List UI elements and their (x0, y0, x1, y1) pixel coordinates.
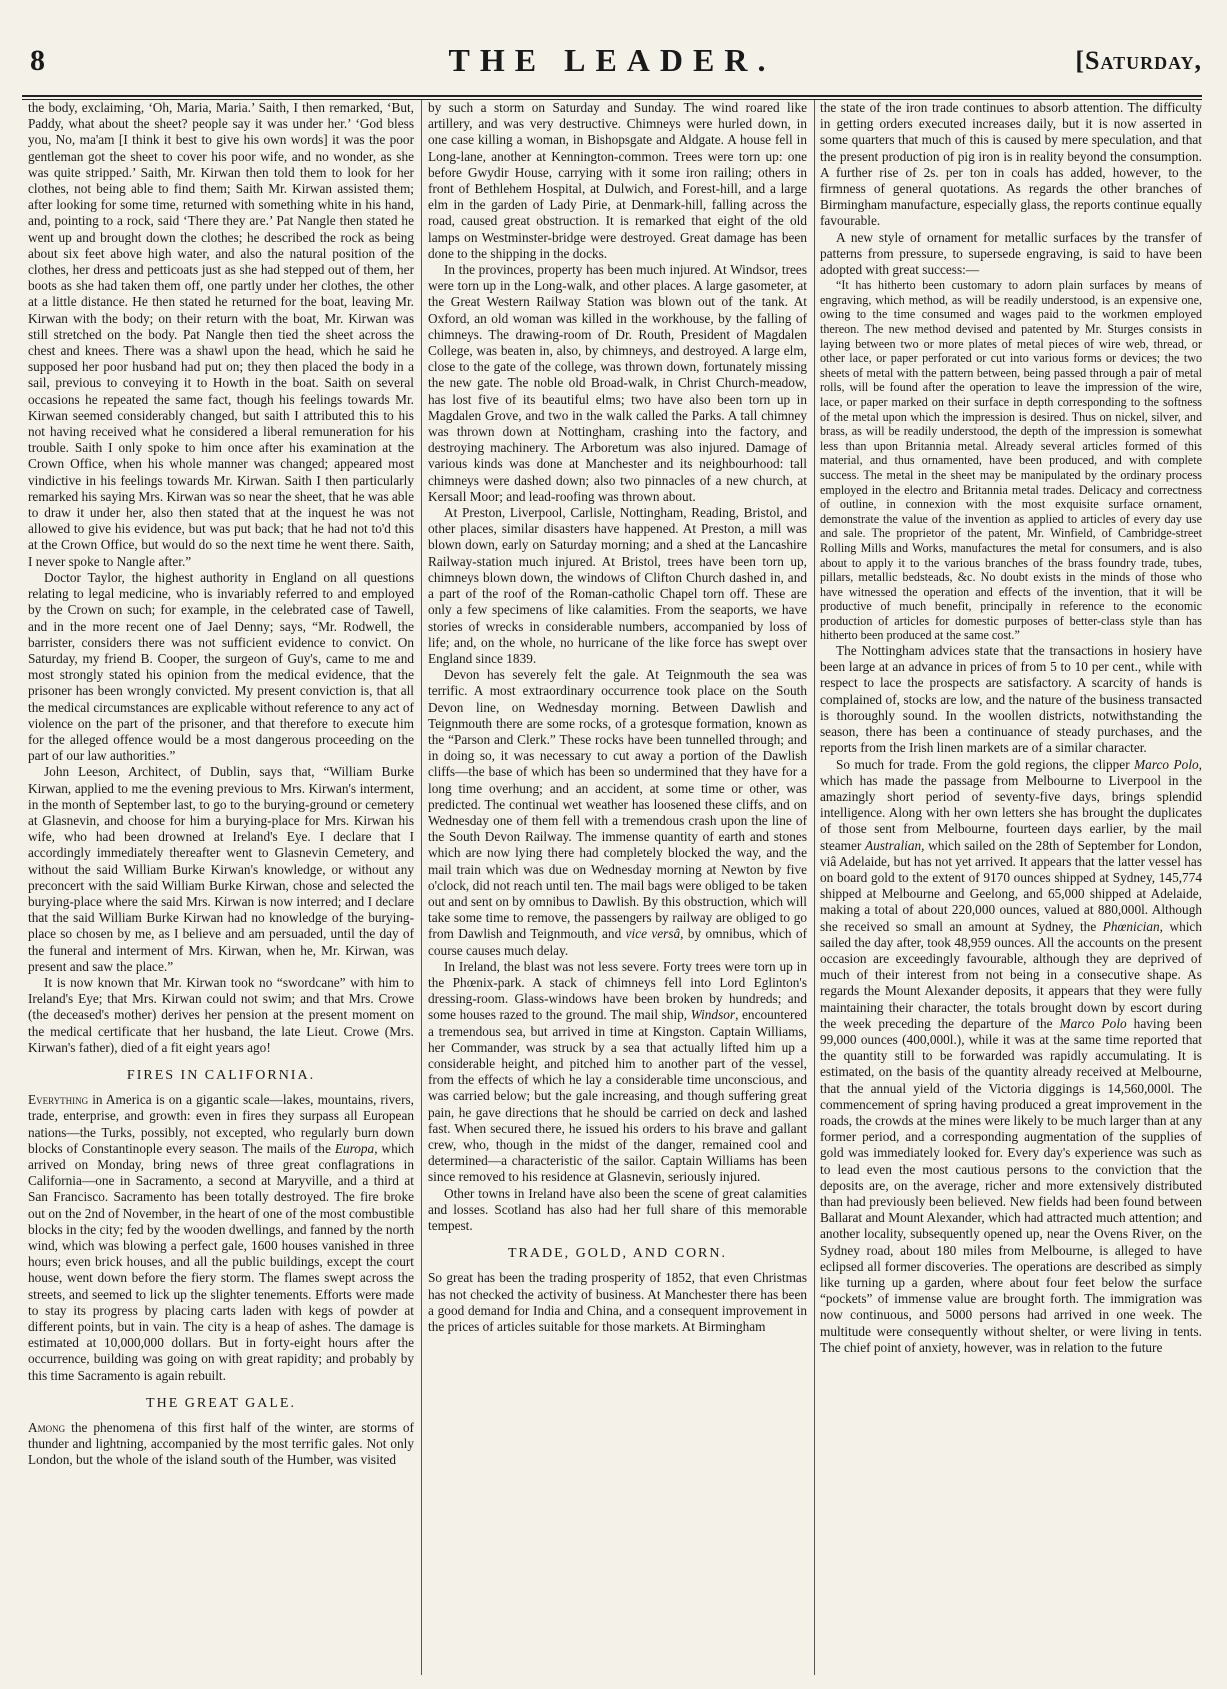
gold-regions-paragraph: So much for trade. From the gold regions, the clipper Marco Polo, which has made the passage from Melbourne to Liverpool in the amazingly short period of seventy-five days, brings splendid intelligence. Along with her own letters she has brought the duplicates of those sent from Melbourne, fourteen days earlier, by the mail steamer Australian, which sailed on the 28th of September for London, viâ Adelaide, but has not yet arrived. It appears that the latter vessel has on board gold to the extent of 9170 ounces shipped at Sydney, 145,774 shipped at Melbourne and Geelong, and 65,000 shipped at Adelaide, making a total of about 220,000 ounces, valued at 880,000l. Although she received so small an amount at Sydney, the Phœnician, which sailed the day after, took 48,959 ounces. All the accounts on the present occasion are exceedingly favourable, although they are deprived of much of their interest from not being in a consecutive shape. As regards the Mount Alexander deposits, it appears that they were fully maintaining their character, the totals brought down by escort during the week preceding the departure of the Marco Polo having been 99,000 ounces (400,000l.), while it was at the same time reported that the quantity still to be forwarded was rapidly accumulating. It is estimated, on the basis of the quantity already received at Melbourne, that the annual yield of the Victoria diggings is 14,560,000l. The commencement of spring having produced a great improvement in the roads, the crowds at the mines were likely to be much larger than at any former period, and a corresponding augmentation of the supplies of gold was immediately looked for. Every day's experience was such as to lead even the most cautious persons to the conviction that the deposits are, on the average, richer and more extensively distributed than had previously been believed. New fields had been found between Ballarat and Mount Alexander, which had attracted much attention; and another locality, subsequently opened up, near the Ovens River, on the Sydney road, about 180 miles from Melbourne, is alleged to have eclipsed all former discoveries. The operations are described as simply like turning up a garden, where about four feet below the surface “pockets” of immense value are brought forth. The immigration was now continuous, and 5000 persons had arrived in one week. The multitude were consequently without shelter, or were living in tents. The chief point of anxiety, however, was in relation to the future (820, 756, 1202, 1355)
gale-ireland-paragraph: In Ireland, the blast was not less severe. Forty trees were torn up in the Phœnix-park. A stack of chimneys fell into Lord Eglinton's dressing-room. Glass-windows have been broken by hundreds; and some houses razed to the ground. The mail ship, Windsor, encountered a tremendous sea, but arrived in time at Kingston. Captain Williams, her Commander, was struck by a sea that actually lifted him up a considerable height, and pitched him to another part of the vessel, from the effects of which he lay a considerable time unconscious, and was carried below; but the gale increasing, and though suffering great pain, he gave directions that he should be carried on deck and lashed fast. When secured there, he issued his orders to his brave and gallant crew, who, though in the midst of the danger, remained cool and determined—a characteristic of the sailor. Captain Williams has been since removed to his residence at Glasnevin, seriously injured. (428, 958, 807, 1185)
kirwan-testimony-continued: the body, exclaiming, ‘Oh, Maria, Maria.’ Saith, I then remarked, ‘But, Paddy, what about the sheet? people say it was under her.’ ‘God bless you, No, ma'am [I think it best to give his own words] it was the poor gentleman got the sheet to cover his poor wife, and no wonder, as she was quite stripped.’ Saith, Mr. Kirwan then told them to look for her clothes, not being able to find them; Saith Mr. Kirwan assisted them; after looking for some time, returned with something white in his hand, and, pointing to a rock, said ‘There they are.’ Pat Nangle then stated he went up and brought down the clothes; he described the rock as being about six feet above high water, and also the natural position of the clothes, her dress and petticoats just as she had stepped out of them, her boots as she had taken them off, one partly under her clothes, the other at a little distance. He then stated he returned for the boat, leaving Mr. Kirwan with the body; on their return with the boat, Mr. Kirwan was still stretched on the body. Pat Nangle then tied the sheet across the chest and knees. There was a shawl upon the head, which he said he supposed her poor husband had put on; they then placed the body in a sail, previous to conveying it to Howth in the boat. Saith on several occasions he repeated the same fact, though his feelings towards Mr. Kirwan seemed considerably changed, but saith I attributed this to his not having received what he considered a liberal remuneration for his trouble. Saith I only spoke to him once after his examination at the Crown Office, when his whole manner was changed; appeared most vindictive in his feelings towards Mr. Kirwan. Saith I then particularly remarked his saying Mrs. Kirwan was so near the sheet, that he was able to draw it under her, also then stated that at the inquest he was not allowed to give his evidence, but was put back; that he had not to'd this at the Crown Office, but would do so the next time he went there. Saith, I never spoke to Nangle after.” (28, 100, 414, 569)
gale-paragraph: Among the phenomena of this first half of the winter, are storms of thunder and lightning, accompanied by the most terrific gales. Not only London, but the whole of the island south of the Humber, was visited (28, 1420, 414, 1468)
fires-lead-word: Everything (28, 1092, 89, 1108)
section-heading-fires: FIRES IN CALIFORNIA. (126, 1067, 316, 1083)
masthead (22, 40, 1202, 96)
nottingham-paragraph: The Nottingham advices state that the transactions in hosiery have been large at an advance in prices of from 5 to 10 per cent., while with respect to lace the prospects are satisfactory. A scarcity of hands is complained of, stocks are low, and the nature of the business transacted is thoroughly sound. In the woollen districts, notwithstanding the season, there has been a continuance of steady purchases, and the reports from the Irish linen markets are of a similar character. (820, 643, 1202, 756)
doctor-taylor-paragraph: Doctor Taylor, the highest authority in England on all questions relating to legal medicine, who is invariably referred to and employed by the Crown on such; for example, in the celebrated case of Tawell, and in the more recent one of Jael Denny; says, “Mr. Rodwell, the barrister, considers there was not sufficient evidence to convict. On Saturday, my friend B. Cooper, the surgeon of Guy's, came to me and most strongly stated his opinion from the medical evidence, that the prisoner has been wrongly convicted. My present conviction is, that all the medical circumstances are explicable without reference to any act of violence on the part of the prisoner, and that therefore to execute him for the alleged offence would be a most dangerous proceeding on the part of our law authorities.” (28, 569, 414, 764)
ship-name: Marco Polo (1134, 756, 1199, 772)
page-number: 8 (30, 44, 45, 77)
column-divider (421, 100, 422, 1675)
kirwan-conclusion-paragraph: It is now known that Mr. Kirwan took no “swordcane” with him to Ireland's Eye; that Mrs. Kirwan could not swim; and that Mrs. Crowe (the deceased's mother) derives her pension at the present moment on the medical certificate that her husband, the late Lieut. Crowe (Mrs. Kirwan's father), died of a fit eight years ago! (28, 974, 414, 1055)
metal-ornament-intro: A new style of ornament for metallic surfaces by the transfer of patterns from pressure, to supersede engraving, is said to have been adopted with great success:— (820, 229, 1202, 278)
section-heading-trade: TRADE, GOLD, AND CORN. (508, 1246, 727, 1262)
gale-lead-word: Among (28, 1420, 66, 1436)
ship-name: Europa (334, 1140, 375, 1156)
gale-preston-paragraph: At Preston, Liverpool, Carlisle, Nottingham, Reading, Bristol, and other places, similar disasters have happened. At Preston, a mill was blown down, early on Saturday morning; and a shed at the Lancashire Railway-station much injured. At Bristol, trees have been torn up, chimneys blown down, the windows of Clifton Church dashed in, and a part of the roof of the Roman-catholic Chapel torn off. These are only a few specimens of like calamities. From the seaports, we have stories of wrecks in considerable numbers, accompanied by loss of life; and, on the whole, no hurricane of the like force has swept over England since 1839. (428, 505, 807, 666)
iron-trade-paragraph: the state of the iron trade continues to absorb attention. The difficulty in getting orders executed increases daily, but it is now asserted in some quarters that much of this is caused by mere speculation, and that the present production of pig iron is in reality beyond the consumption. A further rise of 2s. per ton in coals has added, however, to the firmness of general quotations. As regards the other branches of Birmingham manufacture, especially glass, the reports continue equally favourable. (820, 100, 1202, 229)
trade-paragraph: So great has been the trading prosperity of 1852, that even Christmas has not checked the activity of business. At Manchester there has been a good demand for India and China, and a consequent improvement in the prices of articles suitable for those markets. At Birmingham (428, 1270, 807, 1335)
gale-devon-paragraph: Devon has severely felt the gale. At Teignmouth the sea was terrific. A most extraordinary occurrence took place on the South Devon line, on Wednesday morning. Between Dawlish and Teignmouth there are some rocks, of a grotesque formation, known as the “Parson and Clerk.” These rocks have been tunnelled through; and in doing so, it was necessary to cut away a portion of the Dawlish cliffs—the base of which has been so undermined that they have for a long time overhung; and an accident, at some time or other, was predicted. The continual wet weather has loosened these cliffs, and on Wednesday one of them fell with a tremendous crash upon the line of the South Devon Railway. The immense quantity of earth and stones which are now lying there had completely blocked the way, and the mail train which was due on Wednesday morning at Newton by five o'clock, did not reach until ten. The mail bags were obliged to be taken out and sent on by omnibus to Dawlish. By this obstruction, which will take some time to remove, the passengers by railway are obliged to go from Dawlish and Teignmouth, and vice versâ, by omnibus, which of course causes much delay. (428, 667, 807, 958)
section-heading-gale: THE GREAT GALE. (146, 1395, 296, 1411)
fires-paragraph: Everything in America is on a gigantic scale—lakes, mountains, rivers, trade, enterprise, and growth: even in fires they surpass all European nations—the Turks, possibly, not excepted, who regularly burn down blocks of Constantinople every season. The mails of the Europa, which arrived on Monday, bring news of three great conflagrations in California—one in Sacramento, a second at Maryville, and a third at San Francisco. Sacramento has been totally destroyed. The fire broke out on the 2nd of November, in the heart of one of the most combustible blocks in the city; fed by the wooden dwellings, and fanned by the north wind, which was blowing a perfect gale, 1600 houses vanished in three hours; even brick houses, and all the public buildings, except the court house, went down before the fiery storm. The flames swept across the streets, and seemed to lick up the slighter tenements. Efforts were made to stay its progress by placing carts laden with kegs of powder at different points, but in vain. The city is a heap of ashes. The damage is estimated at 10,000,000 dollars. But in forty-eight hours after the occurrence, building was going on with great rapidity; and probably by this time Sacramento is again rebuilt. (28, 1092, 414, 1383)
column-divider (814, 100, 815, 1675)
metal-ornament-quote: “It has hitherto been customary to adorn plain surfaces by means of engraving, which method, as will be readily understood, is an expensive one, owing to the time consumed and wages paid to the workmen employed thereon. The new method devised and patented by Mr. Sturges consists in laying between two or more plates of metal pieces of wire web, thread, or other lace, or paper perforated or cut into various forms or devices; the two sheets of metal with the pattern between, being passed through a pair of metal rolls, will be found after the operation to leave the impression of the wire, lace, or paper marked on their surface in depth corresponding to the softness of the metal upon which the impression is desired. Thus on nickel, silver, and brass, as will be readily understood, the depth of the impression is somewhat less than upon Britannia metal. Already several articles formed of this material, and thus ornamented, have been produced, and with complete success. The metal in the sheet may be manipulated by the ordinary process employed in the electro and Britannia metal trades. Delicacy and correctness of outline, in connexion with the most exquisite surface ornament, demonstrate the value of the invention as applied to articles of every day use and sale. The proprietor of the patent, Mr. Winfield, of Cambridge-street Rolling Mills and Works, manufactures the metal for consumers, and is also about to apply it to the various branches of the brass foundry trade, tubes, pillars, metallic bedsteads, &c. No doubt exists in the minds of those who have witnessed the operation and effects of the invention, that it will be productive of much benefit, principally in reference to the economic production of articles for domestic purposes of better-class style than has hitherto been produced at the same cost.” (820, 278, 1202, 643)
ship-name: Australian (864, 837, 922, 853)
column-3 (820, 100, 1202, 1672)
ship-name: Windsor (690, 1007, 736, 1023)
column-2 (428, 100, 807, 1672)
ship-name: Phœnician (1102, 918, 1160, 934)
issue-day: [Saturday, (1075, 46, 1202, 75)
masthead-rule (22, 95, 1202, 97)
gale-other-towns-paragraph: Other towns in Ireland have also been the scene of great calamities and losses. Scotland has also had her full share of this memorable tempest. (428, 1185, 807, 1234)
ship-name: Marco Polo (1059, 1015, 1127, 1031)
column-1 (28, 100, 414, 1672)
john-leeson-paragraph: John Leeson, Architect, of Dublin, says that, “William Burke Kirwan, applied to me the evening previous to Mrs. Kirwan's interment, in the month of September last, to go to the burying-ground or cemetery at Glasnevin, and choose for him a burying-place for Mrs. Kirwan his wife, who had been drowned at Ireland's Eye. I declare that I accordingly immediately thereafter went to Glasnevin Cemetery, and without the said William Burke Kirwan's knowledge, or without any preconcert with the said William Burke Kirwan, chose and selected the burying-place where the said Mrs. Kirwan is now interred; and I declare that the said William Burke Kirwan had no knowledge of the burying-place so chosen by me, as I believe and am persuaded, until the day of the funeral and interment of Mrs. Kirwan, when he, Mr. Kirwan, was present and saw the place.” (28, 764, 414, 974)
gale-london-paragraph: by such a storm on Saturday and Sunday. The wind roared like artillery, and was very destructive. Chimneys were hurled down, in one case killing a woman, in Bishopsgate and Aldgate. A house fell in Long-lane, another at Kennington-common. Trees were torn up: one before Gwydir House, carrying with it some iron railing; others in front of Bethlehem Hospital, at Dulwich, and Forest-hill, and a large elm in the garden of Lady Pirie, at Denmark-hill, falling across the road, caused great obstruction. It is remarked that eight of the old lamps on Westminster-bridge were destroyed. Great damage has been done to the shipping in the docks. (428, 100, 807, 261)
newspaper-title: THE LEADER. (448, 42, 776, 78)
gale-provinces-paragraph: In the provinces, property has been much injured. At Windsor, trees were torn up in the Long-walk, and other places. A large gasometer, at the Great Western Railway Station was blown out of the tank. At Oxford, an old woman was killed in the workhouse, by the falling of chimneys. The drawing-room of Dr. Routh, President of Magdalen College, was beaten in, also, by chimneys, and destroyed. A large elm, close to the gate of the college, was thrown down, fortunately missing the new gate. The noble old Broad-walk, in Christ Church-meadow, has lost five of its beautiful elms; two have also been torn up in Magdalen Grove, and two in the walk called the Parks. A tall chimney was thrown down at Nottingham, crashing into the factory, and destroying machinery. The Arboretum was also injured. Damage of various kinds was done at Manchester and its neighbourhood: tall chimneys were dashed down; also two pinnacles of a new church, at Kersall Moor; and lead-roofing was thrown about. (428, 262, 807, 504)
